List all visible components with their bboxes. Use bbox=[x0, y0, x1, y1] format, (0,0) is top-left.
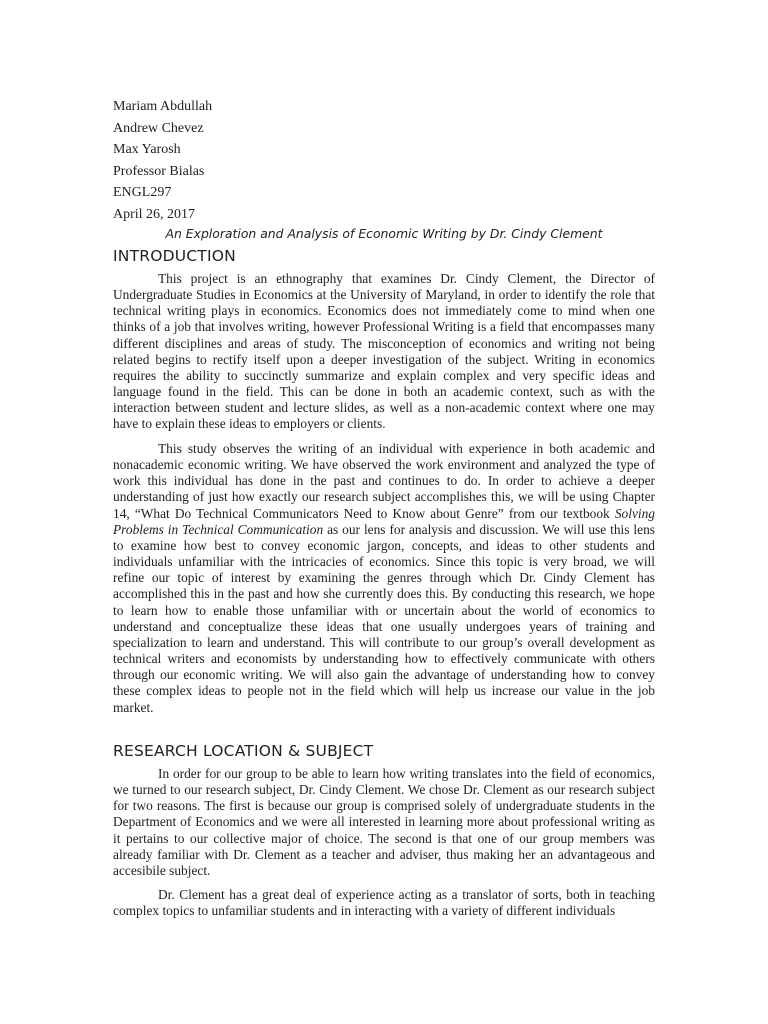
textbook-title: Solving Problems in Technical Communication bbox=[113, 505, 655, 537]
research-paragraph-1: In order for our group to be able to learn how writing translates into the field of economics, we turned to our research subject, Dr. Cindy Clement. We chose Dr. Clement as our research subject for two reasons. The first is because our group is comprised solely of undergraduate students in the Department of Economics and we were all interested in learning more about professional writing as it pertains to our collective major of choice. The second is that one of our group members was already familiar with Dr. Clement as a teacher and adviser, thus making her an advantageous and accesibile subject. bbox=[113, 766, 655, 878]
document-date: April 26, 2017 bbox=[113, 206, 196, 222]
paragraph-text: This study observes the writing of an individual with experience in both academic and nonacademic economic writing. We have observed the work environment and analyzed the type of work this individual has done in the past and continues to do. In order to achieve a deeper understanding of just how exactly our research subject accomplishes this, we will be using Chapter 14, “What Do Technical Communicators Need to Know about Genre” from our textbook bbox=[113, 441, 655, 521]
section-heading-research: RESEARCH LOCATION & SUBJECT bbox=[113, 742, 374, 760]
introduction-paragraph-1: This project is an ethnography that examines Dr. Cindy Clement, the Director of Undergraduate Studies in Economics at the University of Maryland, in order to identify the role that technical writing plays in economics. Economics does not immediately come to mind when one thinks of a job that involves writing, however Professional Writing is a field that encompasses many different disciplines and areas of study. The misconception of economics and writing not being related begins to rectify itself upon a deeper investigation of the subject. Writing in economics requires the ability to succinctly summarize and explain complex and very specific ideas and language found in the field. This can be done in both an academic context, such as with the interaction between student and lecture slides, as well as a non-academic context where one may have to explain these ideas to employers or clients. bbox=[113, 271, 655, 432]
document-title: An Exploration and Analysis of Economic Writing by Dr. Cindy Clement bbox=[165, 226, 603, 241]
document-header bbox=[113, 96, 212, 225]
research-paragraph-2: Dr. Clement has a great deal of experience acting as a translator of sorts, both in teaching complex topics to unfamiliar students and in interacting with a variety of different individuals bbox=[113, 887, 655, 919]
introduction-paragraph-2 bbox=[113, 441, 655, 716]
paragraph-text: as our lens for analysis and discussion. We will use this lens to examine how best to convey economic jargon, concepts, and ideas to other students and individuals unfamiliar with the intricacies of economics. Since this topic is very broad, we will refine our topic of interest by examining the genres through which Dr. Cindy Clement has accomplished this in the past and how she currently does this. By conducting this research, we hope to learn how to enable those unfamiliar with or uncertain about the world of economics to understand and conceptualize these ideas that one usually undergoes years of training and specialization to learn and understand. This will contribute to our group’s overall development as technical writers and economists by understanding how to effectively communicate with others through our economic writing. We will also gain the advantage of understanding how to convey these complex ideas to people not in the field which will help us increase our value in the job market. bbox=[113, 521, 655, 715]
author-name: Max Yarosh bbox=[113, 142, 181, 157]
author-name: Andrew Chevez bbox=[113, 120, 204, 136]
section-heading-introduction: INTRODUCTION bbox=[113, 247, 236, 265]
instructor-name: Professor Bialas bbox=[113, 163, 205, 179]
author-name: Mariam Abdullah bbox=[113, 99, 213, 114]
course-code: ENGL297 bbox=[113, 185, 172, 200]
